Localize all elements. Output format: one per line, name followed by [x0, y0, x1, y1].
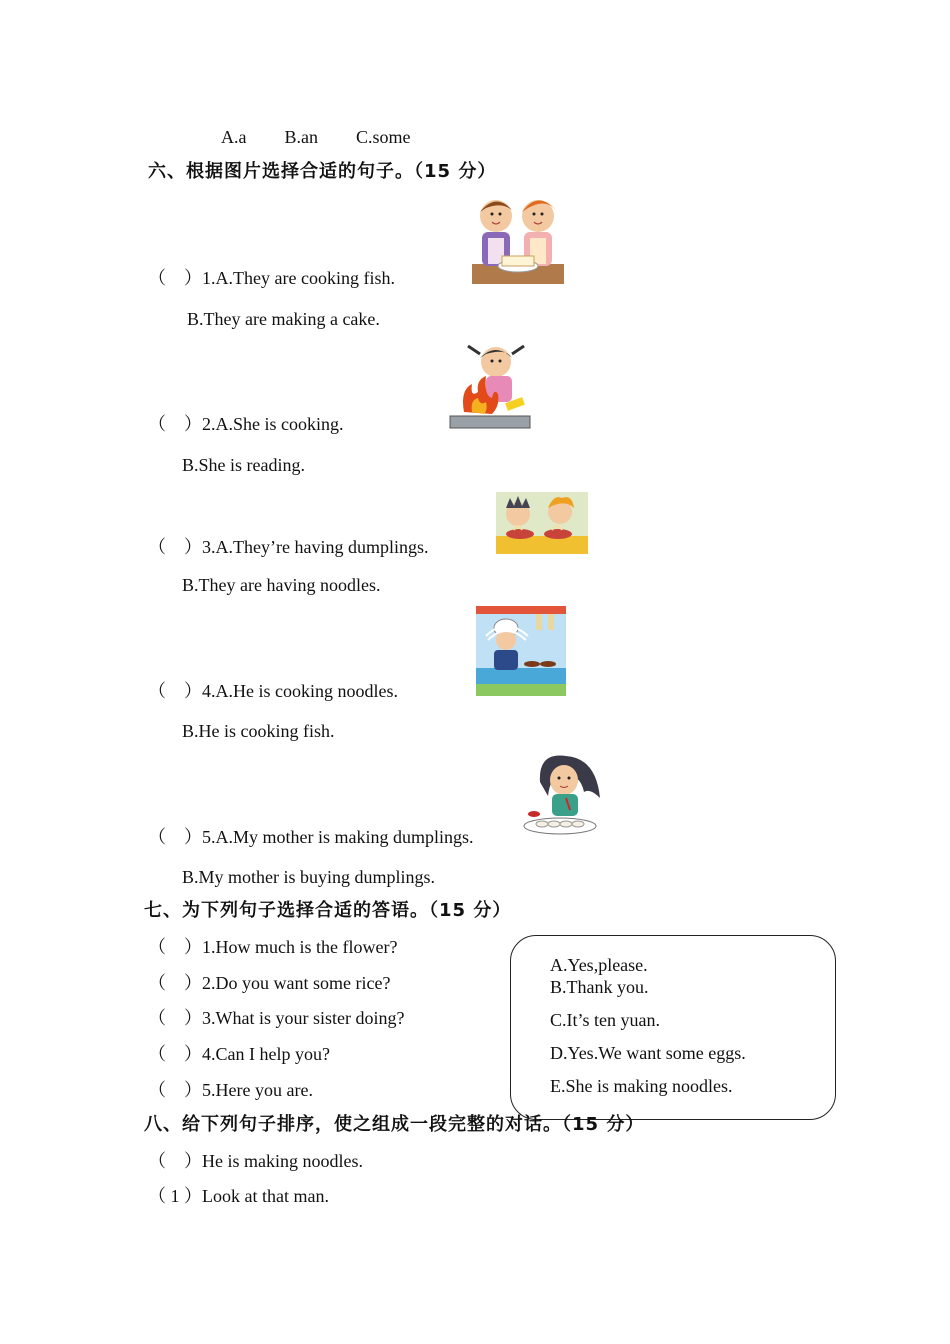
s7-q2: （ ）2.Do you want some rice? — [148, 973, 391, 993]
s7-q1: （ ）1.How much is the flower? — [148, 937, 398, 957]
section6-heading: 六、根据图片选择合适的句子。（15 分） — [148, 161, 497, 182]
s7-answer-b: B.Thank you. — [550, 977, 649, 997]
s7-answer-d: D.Yes.We want some eggs. — [550, 1043, 746, 1063]
s8-line2: （ 1 ）Look at that man. — [148, 1186, 329, 1206]
mother-making-dumplings-illustration — [520, 752, 606, 842]
girl-cooking-on-stove-illustration — [446, 340, 532, 430]
option-a: A.a — [221, 127, 247, 147]
s7-answer-e: E.She is making noodles. — [550, 1076, 733, 1096]
two-kids-making-cake-illustration — [472, 194, 564, 284]
option-b: B.an — [284, 127, 318, 147]
s7-answer-a: A.Yes,please. — [550, 955, 648, 975]
kids-eating-noodles-illustration — [496, 492, 588, 554]
s7-q3: （ ）3.What is your sister doing? — [148, 1008, 405, 1028]
s7-q4: （ ）4.Can I help you? — [148, 1044, 330, 1064]
s6-q3-b: B.They are having noodles. — [182, 575, 381, 595]
s6-q1-b: B.They are making a cake. — [187, 309, 380, 329]
option-c: C.some — [356, 127, 411, 147]
s7-q5: （ ）5.Here you are. — [148, 1080, 313, 1100]
s6-q1-a: （ ）1.A.They are cooking fish. — [148, 268, 395, 288]
s8-line1: （ ）He is making noodles. — [148, 1151, 363, 1171]
s6-q3-a: （ ）3.A.They’re having dumplings. — [148, 537, 429, 557]
s6-q5-b: B.My mother is buying dumplings. — [182, 867, 436, 887]
section7-heading: 七、为下列句子选择合适的答语。（15 分） — [144, 900, 512, 921]
chef-cooking-noodles-illustration — [476, 606, 566, 696]
top-options — [221, 126, 449, 148]
s6-q4-a: （ ）4.A.He is cooking noodles. — [148, 681, 398, 701]
s6-q5-a: （ ）5.A.My mother is making dumplings. — [148, 827, 474, 847]
s6-q2-b: B.She is reading. — [182, 455, 305, 475]
section8-heading: 八、给下列句子排序，使之组成一段完整的对话。（15 分） — [144, 1114, 645, 1135]
s6-q4-b: B.He is cooking fish. — [182, 721, 335, 741]
s6-q2-a: （ ）2.A.She is cooking. — [148, 414, 344, 434]
s7-answer-c: C.It’s ten yuan. — [550, 1010, 660, 1030]
